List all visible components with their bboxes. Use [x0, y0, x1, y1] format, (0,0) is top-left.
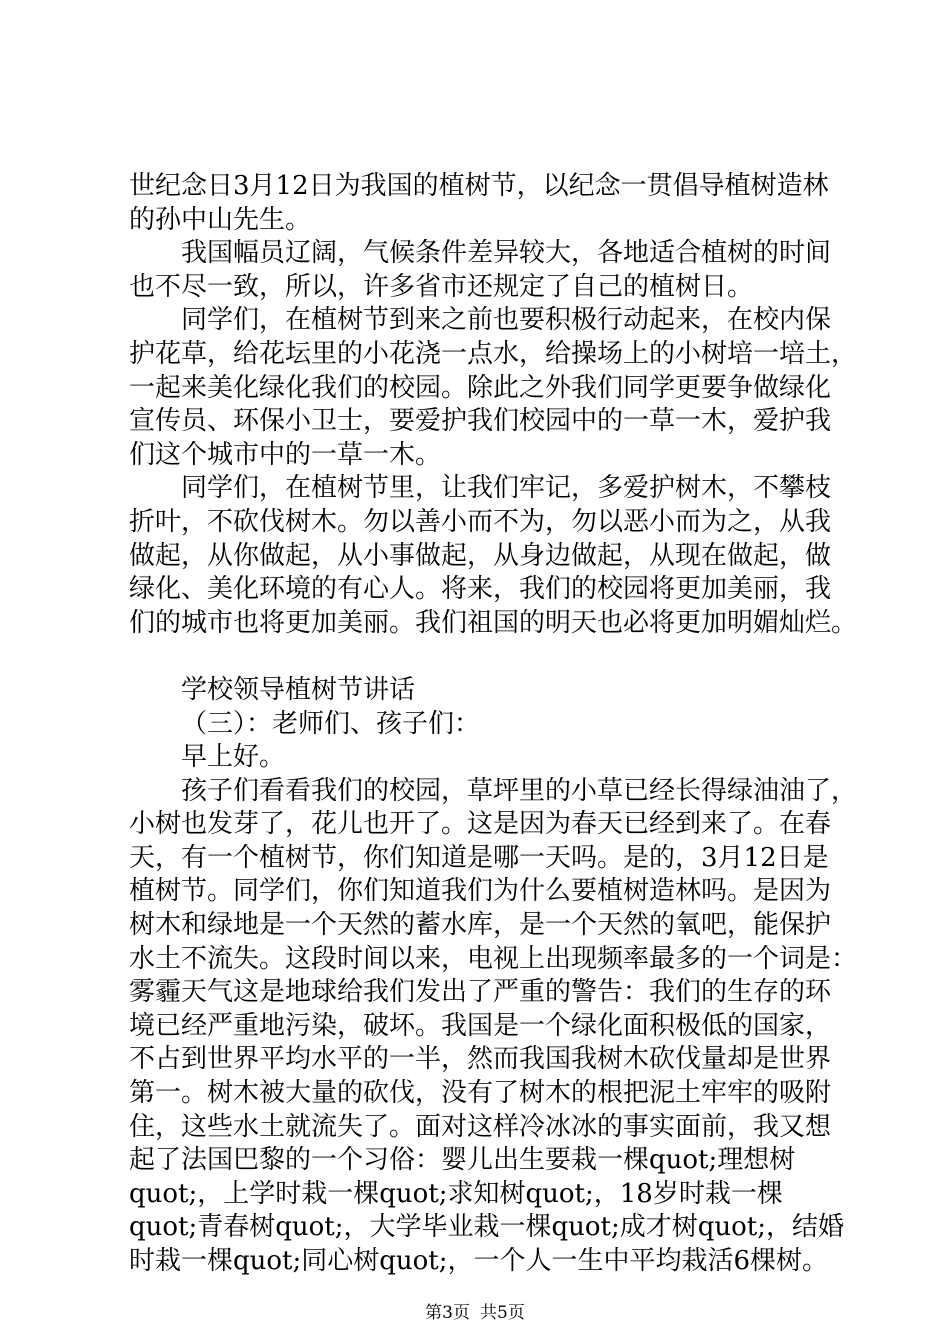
- text-line: 境已经严重地污染，破坏。我国是一个绿化面积极低的国家，: [129, 1010, 832, 1041]
- text-line: 小树也发芽了，花儿也开了。这是因为春天已经到来了。在春: [129, 809, 832, 840]
- text-line: 宣传员、环保小卫士，要爱护我们校园中的一草一木，爱护我: [129, 406, 832, 437]
- text-line: 第一。树木被大量的砍伐，没有了树木的根把泥土牢牢的吸附: [129, 1078, 832, 1109]
- blank-line: [129, 640, 829, 674]
- text-line: 绿化、美化环境的有心人。将来，我们的校园将更加美丽，我: [129, 574, 832, 605]
- text-line: 时栽一棵quot;同心树quot;，一个人一生中平均栽活6棵树。: [129, 1246, 829, 1276]
- text-line: quot;青春树quot;，大学毕业栽一棵quot;成才树quot;，结婚: [129, 1212, 845, 1243]
- text-line: 起了法国巴黎的一个习俗：婴儿出生要栽一棵quot;理想树: [129, 1145, 796, 1176]
- text-line: （三）：老师们、孩子们：: [181, 708, 481, 739]
- text-line: 们的城市也将更加美丽。我们祖国的明天也必将更加明媚灿烂。: [129, 607, 858, 638]
- text-line: 孩子们看看我们的校园，草坪里的小草已经长得绿油油了，: [181, 775, 858, 806]
- text-line: 早上好。: [181, 742, 286, 773]
- text-line: 也不尽一致，所以，许多省市还规定了自己的植树日。: [129, 271, 754, 302]
- document-body: [129, 170, 858, 1279]
- text-line: 雾霾天气这是地球给我们发出了严重的警告：我们的生存的环: [129, 977, 832, 1008]
- page-total: 共5页: [480, 1303, 525, 1323]
- text-line: 折叶，不砍伐树木。勿以善小而不为，勿以恶小而为之，从我: [129, 506, 832, 537]
- text-line: 的孙中山先生。: [129, 204, 312, 235]
- page-footer: [0, 1298, 950, 1323]
- text-line: 住，这些水土就流失了。面对这样冷冰冰的事实面前，我又想: [129, 1111, 832, 1142]
- text-line: 同学们，在植树节里，让我们牢记，多爱护树木，不攀枝: [181, 473, 832, 504]
- text-line: 世纪念日3月12日为我国的植树节，以纪念一贯倡导植树造林: [129, 171, 829, 201]
- text-line: 植树节。同学们，你们知道我们为什么要植树造林吗。是因为: [129, 876, 832, 907]
- text-line: 树木和绿地是一个天然的蓄水库，是一个天然的氧吧，能保护: [129, 910, 832, 941]
- text-line: 同学们，在植树节到来之前也要积极行动起来，在校内保: [181, 305, 832, 336]
- text-line: 我国幅员辽阔，气候条件差异较大，各地适合植树的时间: [181, 238, 832, 269]
- text-line: quot;，上学时栽一棵quot;求知树quot;，18岁时栽一棵: [129, 1178, 783, 1209]
- text-line: 水土不流失。这段时间以来，电视上出现频率最多的一个词是：: [129, 943, 858, 974]
- text-line: 不占到世界平均水平的一半，然而我国我树木砍伐量却是世界: [129, 1044, 832, 1075]
- page-number: 第3页: [425, 1303, 470, 1323]
- text-line: 一起来美化绿化我们的校园。除此之外我们同学更要争做绿化: [129, 372, 832, 403]
- text-line: 做起，从你做起，从小事做起，从身边做起，从现在做起，做: [129, 540, 832, 571]
- text-line: 们这个城市中的一草一木。: [129, 439, 442, 470]
- text-line: 天，有一个植树节，你们知道是哪一天吗。是的，3月12日是: [129, 842, 829, 873]
- text-line: 护花草，给花坛里的小花浇一点水，给操场上的小树培一培土，: [129, 338, 858, 369]
- text-line: 学校领导植树节讲话: [181, 674, 416, 705]
